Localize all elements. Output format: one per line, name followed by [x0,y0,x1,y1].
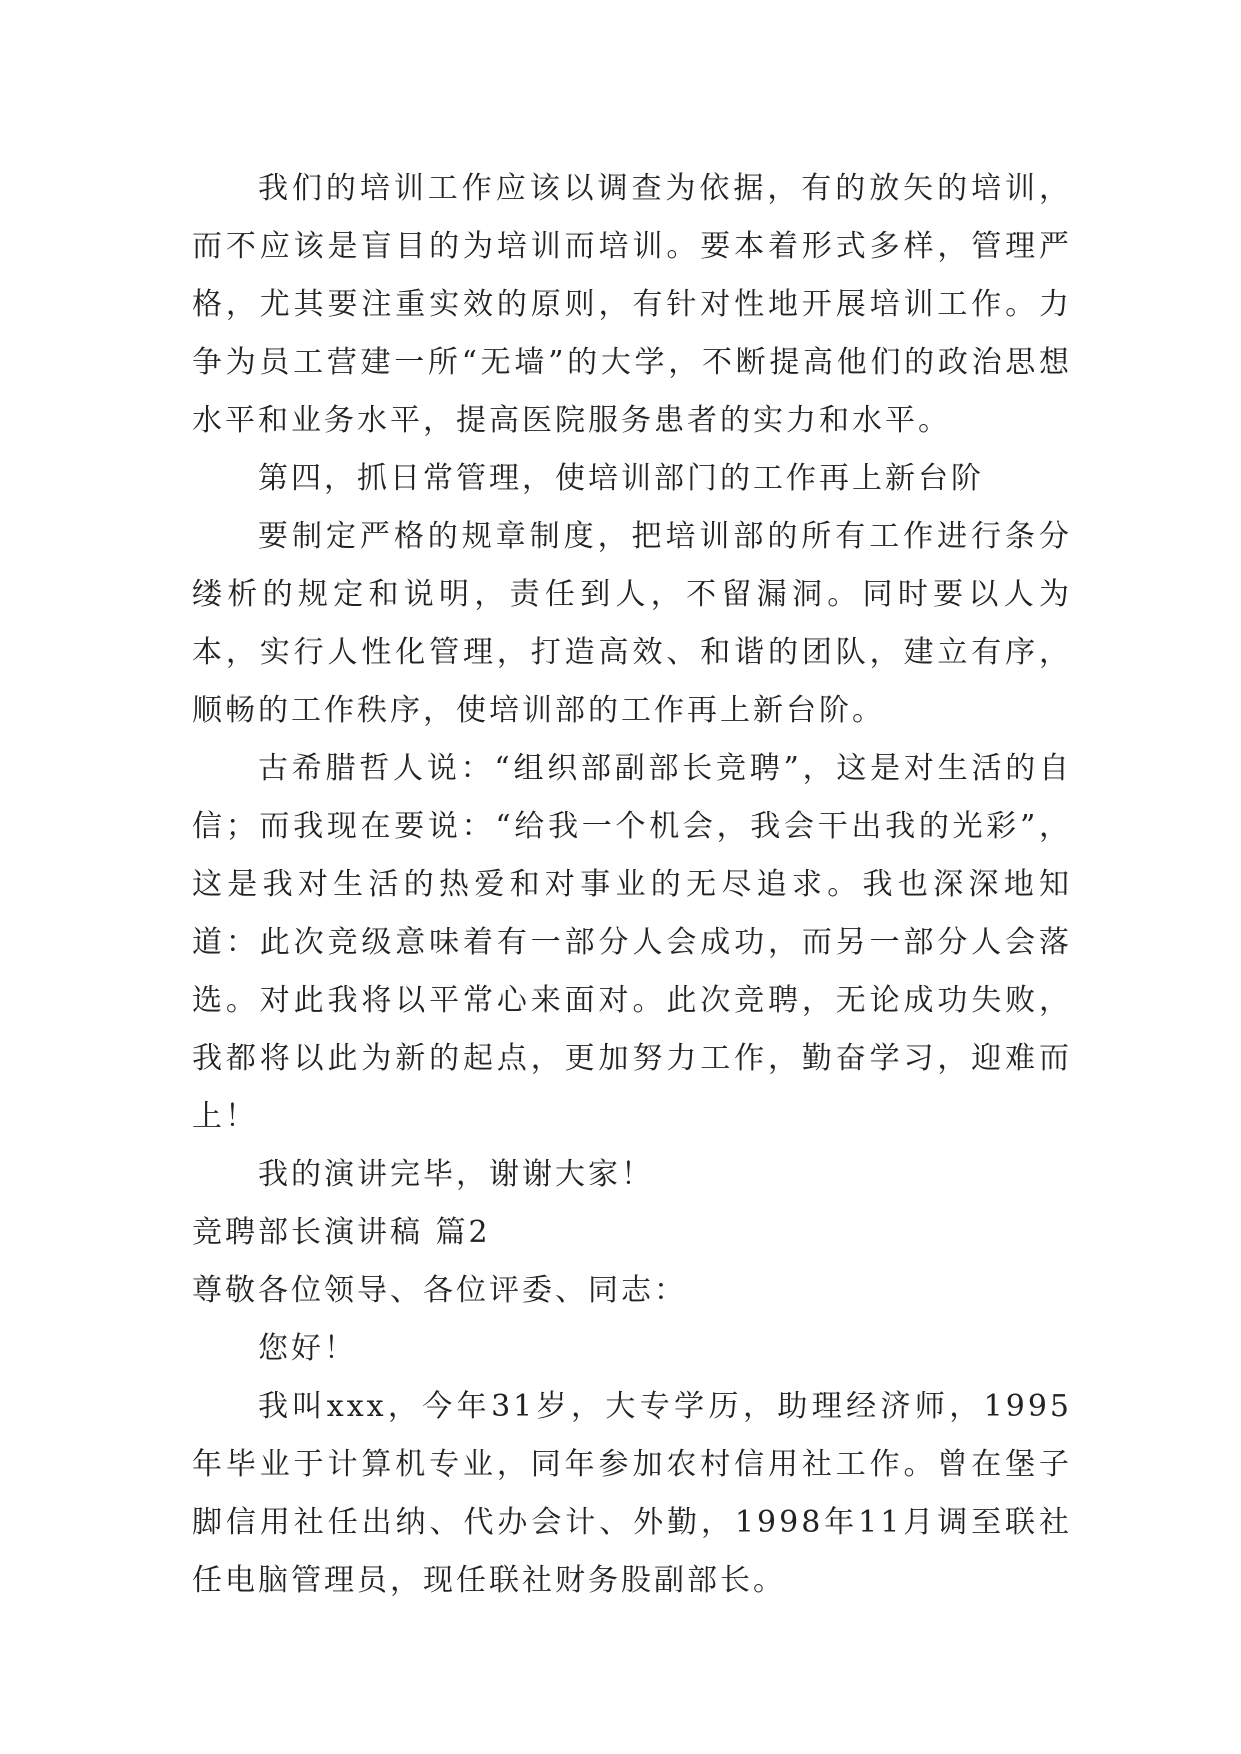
paragraph-closing-statement: 古希腊哲人说：“组织部副部长竞聘”，这是对生活的自信；而我现在要说：“给我一个机会，我会干出我的光彩”，这是我对生活的热爱和对事业的无尽追求。我也深深地知道：此次竞级意味着有一部分人会成功，而另一部分人会落选。对此我将以平常心来面对。此次竞聘，无论成功失败，我都将以此为新的起点，更加努力工作，勤奋学习，迎难而上！ [192,751,1072,1134]
section-title: 竞聘部长演讲稿 篇2 [192,1215,491,1250]
paragraph-rules-management: 要制定严格的规章制度，把培训部的所有工作进行条分缕析的规定和说明，责任到人，不留漏洞。同时要以人为本，实行人性化管理，打造高效、和谐的团队，建立有序，顺畅的工作秩序，使培训部的工作再上新台阶。 [192,519,1072,728]
salutation: 尊敬各位领导、各位评委、同志： [192,1273,687,1308]
paragraph-fourth-point-heading: 第四，抓日常管理，使培训部门的工作再上新台阶 [258,461,984,496]
greeting: 您好！ [258,1331,357,1366]
paragraph-thanks: 我的演讲完毕，谢谢大家！ [258,1157,654,1192]
document-body [192,160,1072,1610]
paragraph-training-basis: 我们的培训工作应该以调查为依据，有的放矢的培训，而不应该是盲目的为培训而培训。要本着形式多样，管理严格，尤其要注重实效的原则，有针对性地开展培训工作。力争为员工营建一所“无墙”的大学，不断提高他们的政治思想水平和业务水平，提高医院服务患者的实力和水平。 [192,171,1072,438]
paragraph-self-introduction: 我叫xxx，今年31岁，大专学历，助理经济师，1995年毕业于计算机专业，同年参加农村信用社工作。曾在堡子脚信用社任出纳、代办会计、外勤，1998年11月调至联社任电脑管理员，现任联社财务股副部长。 [192,1389,1072,1598]
